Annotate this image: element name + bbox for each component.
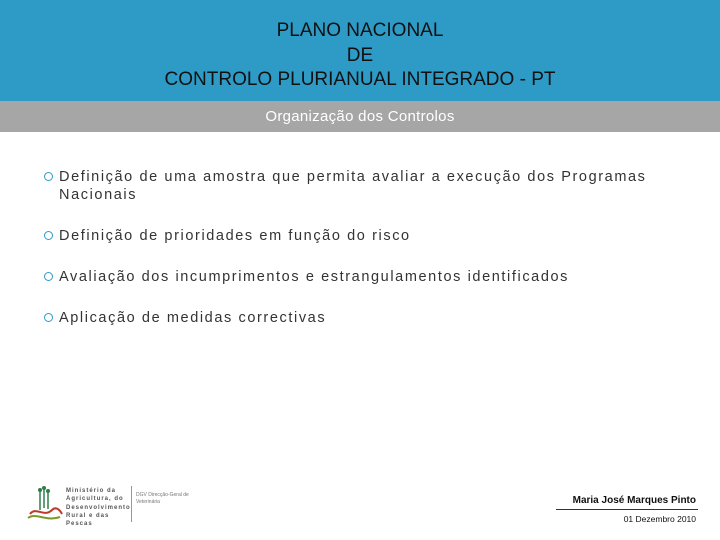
slide-title-line-1: PLANO NACIONAL [276, 20, 444, 41]
presentation-date: 01 Dezembro 2010 [623, 514, 696, 524]
circle-bullet-icon [44, 313, 53, 322]
slide-header [0, 0, 720, 101]
ministry-emblem-icon [26, 484, 64, 524]
bullet-text: Aplicação de medidas correctivas [59, 310, 327, 326]
ministry-name: Ministério da Agricultura, do Desenvolvimento Rural e das Pescas [66, 488, 131, 528]
bullet-item [44, 227, 684, 245]
bullet-list [44, 168, 684, 350]
slide-title-line-3: CONTROLO PLURIANUAL INTEGRADO - PT [164, 69, 556, 90]
circle-bullet-icon [44, 231, 53, 240]
bullet-text: Definição de uma amostra que permita avaliar a execução dos Programas Nacionais [59, 169, 647, 203]
bullet-text: Definição de prioridades em função do risco [59, 228, 411, 244]
bullet-item [44, 309, 684, 327]
bullet-item [44, 168, 684, 204]
author-name: Maria José Marques Pinto [572, 495, 696, 506]
bullet-text: Avaliação dos incumprimentos e estrangulamentos identificados [59, 269, 570, 285]
footer-divider [556, 509, 698, 510]
bullet-item [44, 268, 684, 286]
section-bar [0, 101, 720, 132]
circle-bullet-icon [44, 272, 53, 281]
logo-divider [131, 486, 132, 522]
circle-bullet-icon [44, 172, 53, 181]
section-title: Organização dos Controlos [265, 108, 455, 125]
department-name: DGV Direcção-Geral de Veterinária [136, 492, 189, 505]
slide-title-line-2: DE [346, 45, 374, 66]
ministry-logo [26, 484, 196, 526]
